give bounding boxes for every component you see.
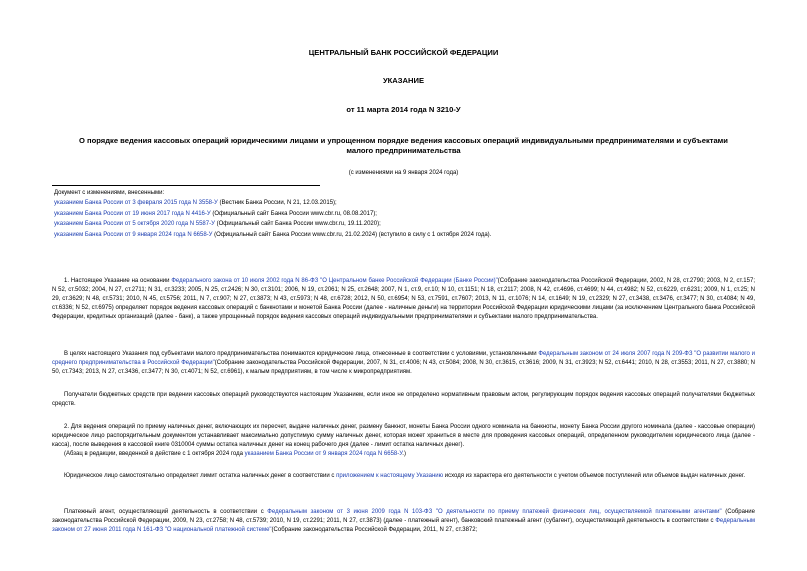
amendment-item	[54, 230, 734, 240]
amendment-link[interactable]: указанием Банка России от 5 октября 2020 года N 5587-У	[54, 221, 215, 228]
law-link-209fz[interactable]: Федеральным законом от 24 июля 2007 года N 209-ФЗ "О развитии малого и среднего предпринимательства в Российской Федерации"	[52, 351, 755, 366]
document-date-number: от 11 марта 2014 года N 3210-У	[346, 105, 461, 114]
appendix-link[interactable]: приложением к настоящему Указанию	[336, 473, 444, 479]
paragraph-text: (Собрание законодательства Российской Федерации, 2009, N 23, ст.2758; N 48, ст.5739; 2010, N 19, ст.2291; 2011, N 27, ст.3873) (далее - платежный агент), банковский платежный агент (субагент), осуществляющий деятельность в соответствии с	[52, 509, 755, 524]
amendments-list	[54, 188, 734, 240]
edition-note: (Абзац в редакции, введенной в действие с 1 октября 2024 года	[64, 450, 245, 457]
paragraph-3	[52, 391, 755, 409]
paragraph-text: исходя из характера его деятельности с учетом объемов поступлений или объемов выдач наличных денег.	[443, 473, 746, 479]
amendment-link[interactable]: указанием Банка России от 3 февраля 2015 года N 3558-У	[54, 200, 218, 207]
document-type-heading: УКАЗАНИЕ	[382, 76, 425, 85]
amendment-item	[54, 219, 734, 229]
amendment-source: (Официальный сайт Банка России www.cbr.ru, 19.11.2020);	[214, 221, 381, 228]
paragraph-text: Юридическое лицо самостоятельно определяет лимит остатка наличных денег в соответствии с	[64, 473, 337, 479]
amendment-link[interactable]: указанием Банка России от 19 июня 2017 года N 4416-У	[54, 210, 211, 217]
amendment-item	[54, 209, 734, 219]
divider-line	[52, 185, 320, 186]
paragraph-text: (Собрание законодательства Российской Федерации, 2002, N 28, ст.2790; 2003, N 2, ст.157; N 52, ст.5032; 2004, N 27, ст.2711; N 31, ст.3233; 2005, N 25, ст.2426; N 30, ст.3101; 2006, N 19, ст.2061; N 25, ст.2648; 2007, N 1, ст.9, ст.10; N 10, ст.1151; N 18, ст.2117; 2008, N 42, ст.4696, ст.4699; N 44, ст.4982; N 52, ст.6229, ст.6231; 2009, N 1, ст.25; N 29, ст.3629; N 48, ст.5731; 2010, N 45, ст.5756; 2011, N 7, ст.907; N 27, ст.3873; N 43, ст.5973; N 48, ст.6728; 2012, N 50, ст.6954; N 53, ст.7591, ст.7607; 2013, N 11, ст.1076; N 14, ст.1649; N 19, ст.2329; N 27, ст.3438, ст.3476, ст.3477; N 30, ст.4084; N 49, ст.6336; N 52, ст.6975) определяет порядок ведения кассовых операций с банкнотами и монетой Банка России (далее - наличные деньги) на территории Российской Федерации юридическими лицами (за исключением Центрального банка Российской Федерации, кредитных организаций (далее - банк), а также упрощенный порядок ведения кассовых операций индивидуальными предпринимателями и субъектами малого предпринимательства.	[52, 278, 755, 320]
issuer-heading: ЦЕНТРАЛЬНЫЙ БАНК РОССИЙСКОЙ ФЕДЕРАЦИИ	[308, 48, 499, 57]
amendment-item	[54, 198, 734, 208]
paragraph-text: В целях настоящего Указания под субъектами малого предпринимательства понимаются юридические лица, отнесенные в соответствии с условиями, установленными	[64, 351, 539, 357]
amendment-source: (Вестник Банка России, N 21, 12.03.2015);	[217, 200, 337, 207]
changes-note: (с изменениями на 9 января 2024 года)	[348, 170, 459, 176]
paragraph-5	[52, 472, 755, 481]
amendment-link-6658u[interactable]: указанием Банка России от 9 января 2024 года N 6658-У	[244, 450, 403, 457]
amendments-intro: Документ с изменениями, внесенными:	[54, 190, 165, 196]
law-link-86fz[interactable]: Федерального закона от 10 июля 2002 года N 86-ФЗ "О Центральном банке Российской Федерации (Банке России)"	[171, 278, 498, 284]
paragraph-6	[52, 508, 755, 535]
paragraph-text: 1. Настоящее Указание на основании	[64, 278, 172, 284]
amendment-source: (Официальный сайт Банка России www.cbr.ru, 08.08.2017);	[210, 210, 377, 217]
paragraph-1	[52, 277, 755, 322]
paragraph-2	[52, 350, 755, 377]
paragraph-text: (Собрание законодательства Российской Федерации, 2011, N 27, ст.3872;	[271, 526, 478, 533]
paragraph-text: (Собрание законодательства Российской Федерации, 2007, N 31, ст.4006; N 43, ст.5084; 2008, N 30, ст.3615, ст.3616; 2009, N 31, ст.3923; N 52, ст.6441; 2010, N 28, ст.3553; 2011, N 27, ст.3880; N 50, ст.7343; 2013, N 27, ст.3436, ст.3477; N 30, ст.4071; N 52, ст.6961), к малым предприятиям, в том числе к микропредприятиям.	[52, 359, 755, 375]
paragraph-4	[52, 423, 755, 459]
amendment-source: (Официальный сайт Банка России www.cbr.ru, 21.02.2024) (вступило в силу с 1 октября 2024 года).	[212, 231, 492, 238]
law-link-161fz[interactable]: Федеральным законом от 27 июня 2011 года N 161-ФЗ "О национальной платежной системе"	[52, 517, 755, 533]
document-title: О порядке ведения кассовых операций юридическими лицами и упрощенном порядке ведения кассовых операций индивидуальными предпринимателями и субъектами малого предпринимательства	[79, 136, 728, 155]
amendment-link[interactable]: указанием Банка России от 9 января 2024 года N 6658-У	[54, 231, 213, 238]
paragraph-text: Платежный агент, осуществляющий деятельность в соответствии с	[64, 509, 268, 515]
paragraph-text: 2. Для ведения операций по приему наличных денег, включающих их пересчет, выдаче наличных денег, размену банкнот, монеты Банка России одного номинала на банкноты, монету Банка России другого номинала (далее - кассовые операции) юридическое лицо распорядительным документом устанавливает максимально допустимую сумму наличных денег, которая может храниться в месте для проведения кассовых операций, определенном руководителем юридического лица (далее - касса), после выведения в кассовой книге 0310004 суммы остатка наличных денег на конец рабочего дня (далее - лимит остатка наличных денег).	[52, 424, 755, 448]
paragraph-text: Получатели бюджетных средств при ведении кассовых операций руководствуются настоящим Указанием, если иное не определено нормативным правовым актом, регулирующим порядок ведения кассовых операций получателями бюджетных средств.	[52, 392, 755, 407]
law-link-103fz[interactable]: Федеральным законом от 3 июня 2009 года N 103-ФЗ "О деятельности по приему платежей физических лиц, осуществляемой платежными агентами"	[267, 509, 722, 515]
edition-note-end: .)	[402, 450, 406, 457]
